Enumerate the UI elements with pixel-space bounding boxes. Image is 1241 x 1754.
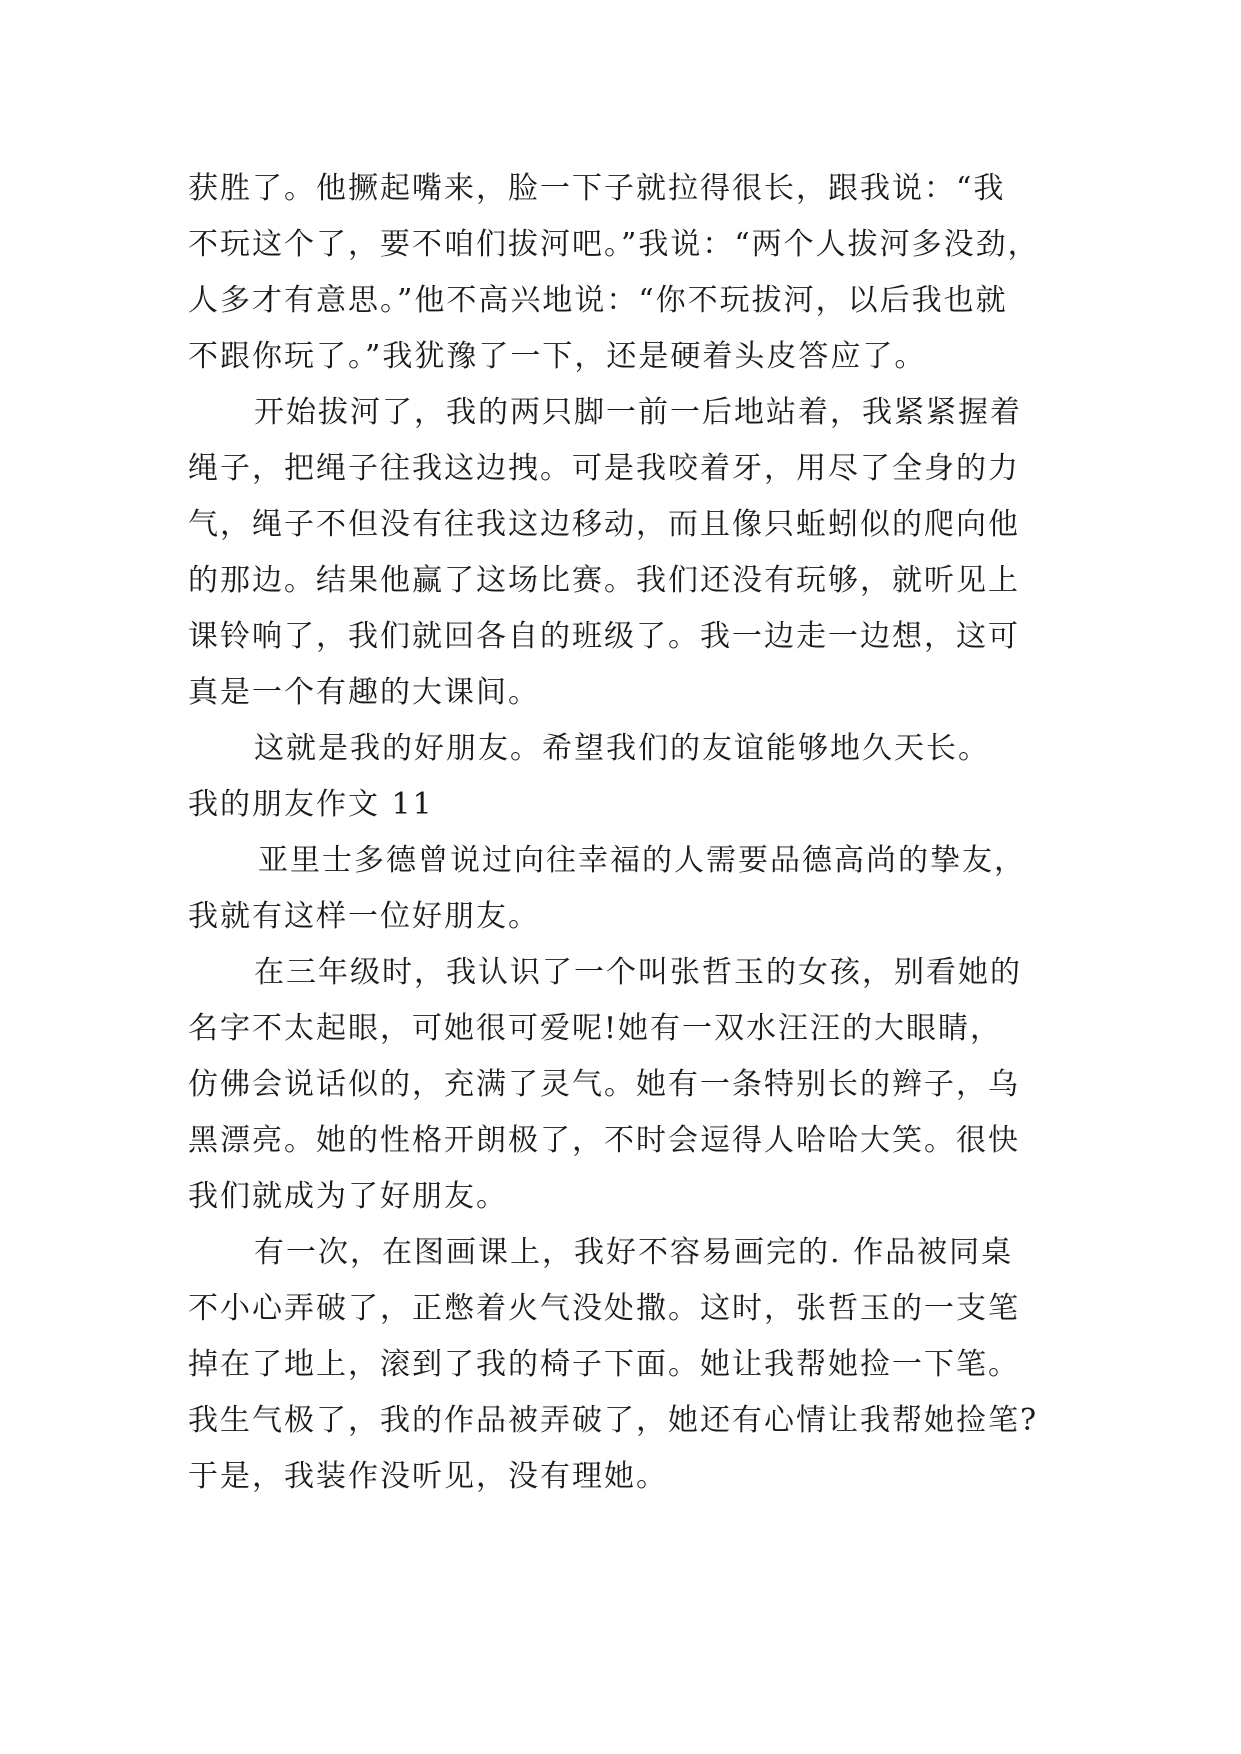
text-line: 课铃响了，我们就回各自的班级了。我一边走一边想，这可: [188, 619, 1020, 654]
text-line: 不小心弄破了，正憋着火气没处撒。这时，张哲玉的一支笔: [188, 1291, 1020, 1326]
text-line: 我们就成为了好朋友。: [188, 1179, 508, 1214]
text-line: 获胜了。他撅起嘴来，脸一下子就拉得很长，跟我说：“我: [188, 171, 1006, 206]
text-line: 的那边。结果他赢了这场比赛。我们还没有玩够，就听见上: [188, 563, 1020, 598]
text-line: 我就有这样一位好朋友。: [188, 899, 540, 934]
text-line: 绳子，把绳子往我这边拽。可是我咬着牙，用尽了全身的力: [188, 451, 1020, 486]
text-line: 亚里士多德曾说过向往幸福的人需要品德高尚的挚友，: [258, 843, 1026, 878]
text-line: 气，绳子不但没有往我这边移动，而且像只蚯蚓似的爬向他: [188, 507, 1020, 542]
text-line: 我生气极了，我的作品被弄破了，她还有心情让我帮她捡笔?: [188, 1403, 1039, 1438]
text-line: 名字不太起眼，可她很可爱呢!她有一双水汪汪的大眼睛，: [188, 1011, 1003, 1046]
text-line: 仿佛会说话似的，充满了灵气。她有一条特别长的辫子，乌: [188, 1067, 1020, 1102]
text-line: 不跟你玩了。”我犹豫了一下，还是硬着头皮答应了。: [188, 339, 927, 374]
section-heading: 我的朋友作文 11: [188, 787, 434, 822]
text-line: 掉在了地上，滚到了我的椅子下面。她让我帮她捡一下笔。: [188, 1347, 1020, 1382]
text-line: 开始拔河了，我的两只脚一前一后地站着，我紧紧握着: [254, 395, 1022, 430]
text-line: 这就是我的好朋友。希望我们的友谊能够地久天长。: [254, 731, 990, 766]
text-line: 真是一个有趣的大课间。: [188, 675, 540, 710]
text-line: 在三年级时，我认识了一个叫张哲玉的女孩，别看她的: [254, 955, 1022, 990]
text-line: 黑漂亮。她的性格开朗极了，不时会逗得人哈哈大笑。很快: [188, 1123, 1020, 1158]
text-line: 于是，我装作没听见，没有理她。: [188, 1459, 668, 1494]
text-line: 有一次，在图画课上，我好不容易画完的. 作品被同桌: [254, 1235, 1014, 1270]
text-line: 不玩这个了，要不咱们拔河吧。”我说：“两个人拔河多没劲，: [188, 227, 1040, 262]
text-line: 人多才有意思。”他不高兴地说：“你不玩拔河，以后我也就: [188, 283, 1008, 318]
